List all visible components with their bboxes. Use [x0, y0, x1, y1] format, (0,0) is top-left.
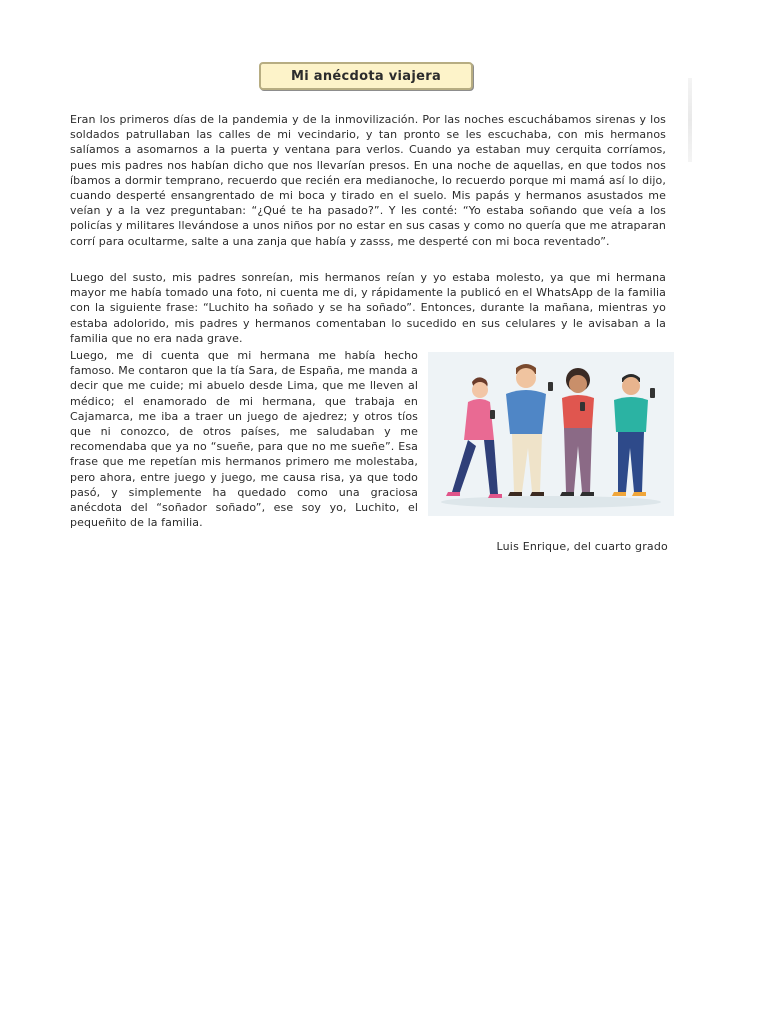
paragraph-1: Eran los primeros días de la pandemia y de la inmovilización. Por las noches escuchábamos sirenas y los soldados patrullaban las calles de mi vecindario, y tan pronto se les escuchaba, con mis hermanos salíamos a asomarnos a la puerta y ventana para verlos. Cuando ya estaban muy cerquita corríamos, pues mis padres nos habían dicho que nos llevarían presos. En una noche de aquellas, en que todos nos íbamos a dormir temprano, recuerdo que recién era medianoche, lo recuerdo porque mi mamá así lo dijo, cuando desperté ensangrentado de mi boca y tirado en el suelo. Mis papás y hermanos asustados me veían y a la vez preguntaban: “¿Qué te ha pasado?”. Y les conté: “Yo estaba soñando que veía a los policías y militares llevándose a unos niños por no estar en sus casas y como no quería que me atraparan corrí para ocultarme, salte a una zanja que había y zasss, me desperté con mi boca reventado”. [70, 113, 666, 248]
scan-edge-mark [688, 78, 692, 162]
family-with-phones-illustration [428, 352, 674, 516]
family-illustration [428, 352, 674, 516]
author-signature: Luis Enrique, del cuarto grado [496, 540, 668, 553]
paragraph-2: Luego del susto, mis padres sonreían, mis hermanos reían y yo estaba molesto, ya que mi hermana mayor me había tomado una foto, ni cuenta me di, y rápidamente la publicó en el WhatsApp de la familia con la siguiente frase: “Luchito ha soñado y se ha soñado”. Entonces, durante la mañana, mientras yo estaba adolorido, mis padres y hermanos comentaban lo sucedido en sus celulares y le avisaban a la familia que no era nada grave. [70, 271, 666, 345]
page-title: Mi anécdota viajera [259, 62, 473, 90]
paragraph-3: Luego, me di cuenta que mi hermana me había hecho famoso. Me contaron que la tía Sara, de España, me manda a decir que me cuide; mi abuelo desde Lima, que me lleven al médico; el enamorado de mi hermana, que trabaja en Cajamarca, me iba a traer un juego de ajedrez; y otros tíos que ni conozco, de otros países, me saludaban y me recomendaba que ya no “sueñe, para que no me sueñe”. Esa frase que me repetían mis hermanos primero me molestaba, pero ahora, entre juego y juego, me causa risa, ya que todo pasó, y simplemente ha quedado como una graciosa anécdota del “soñador soñado”, ese soy yo, Luchito, el pequeñito de la familia. [70, 349, 418, 530]
